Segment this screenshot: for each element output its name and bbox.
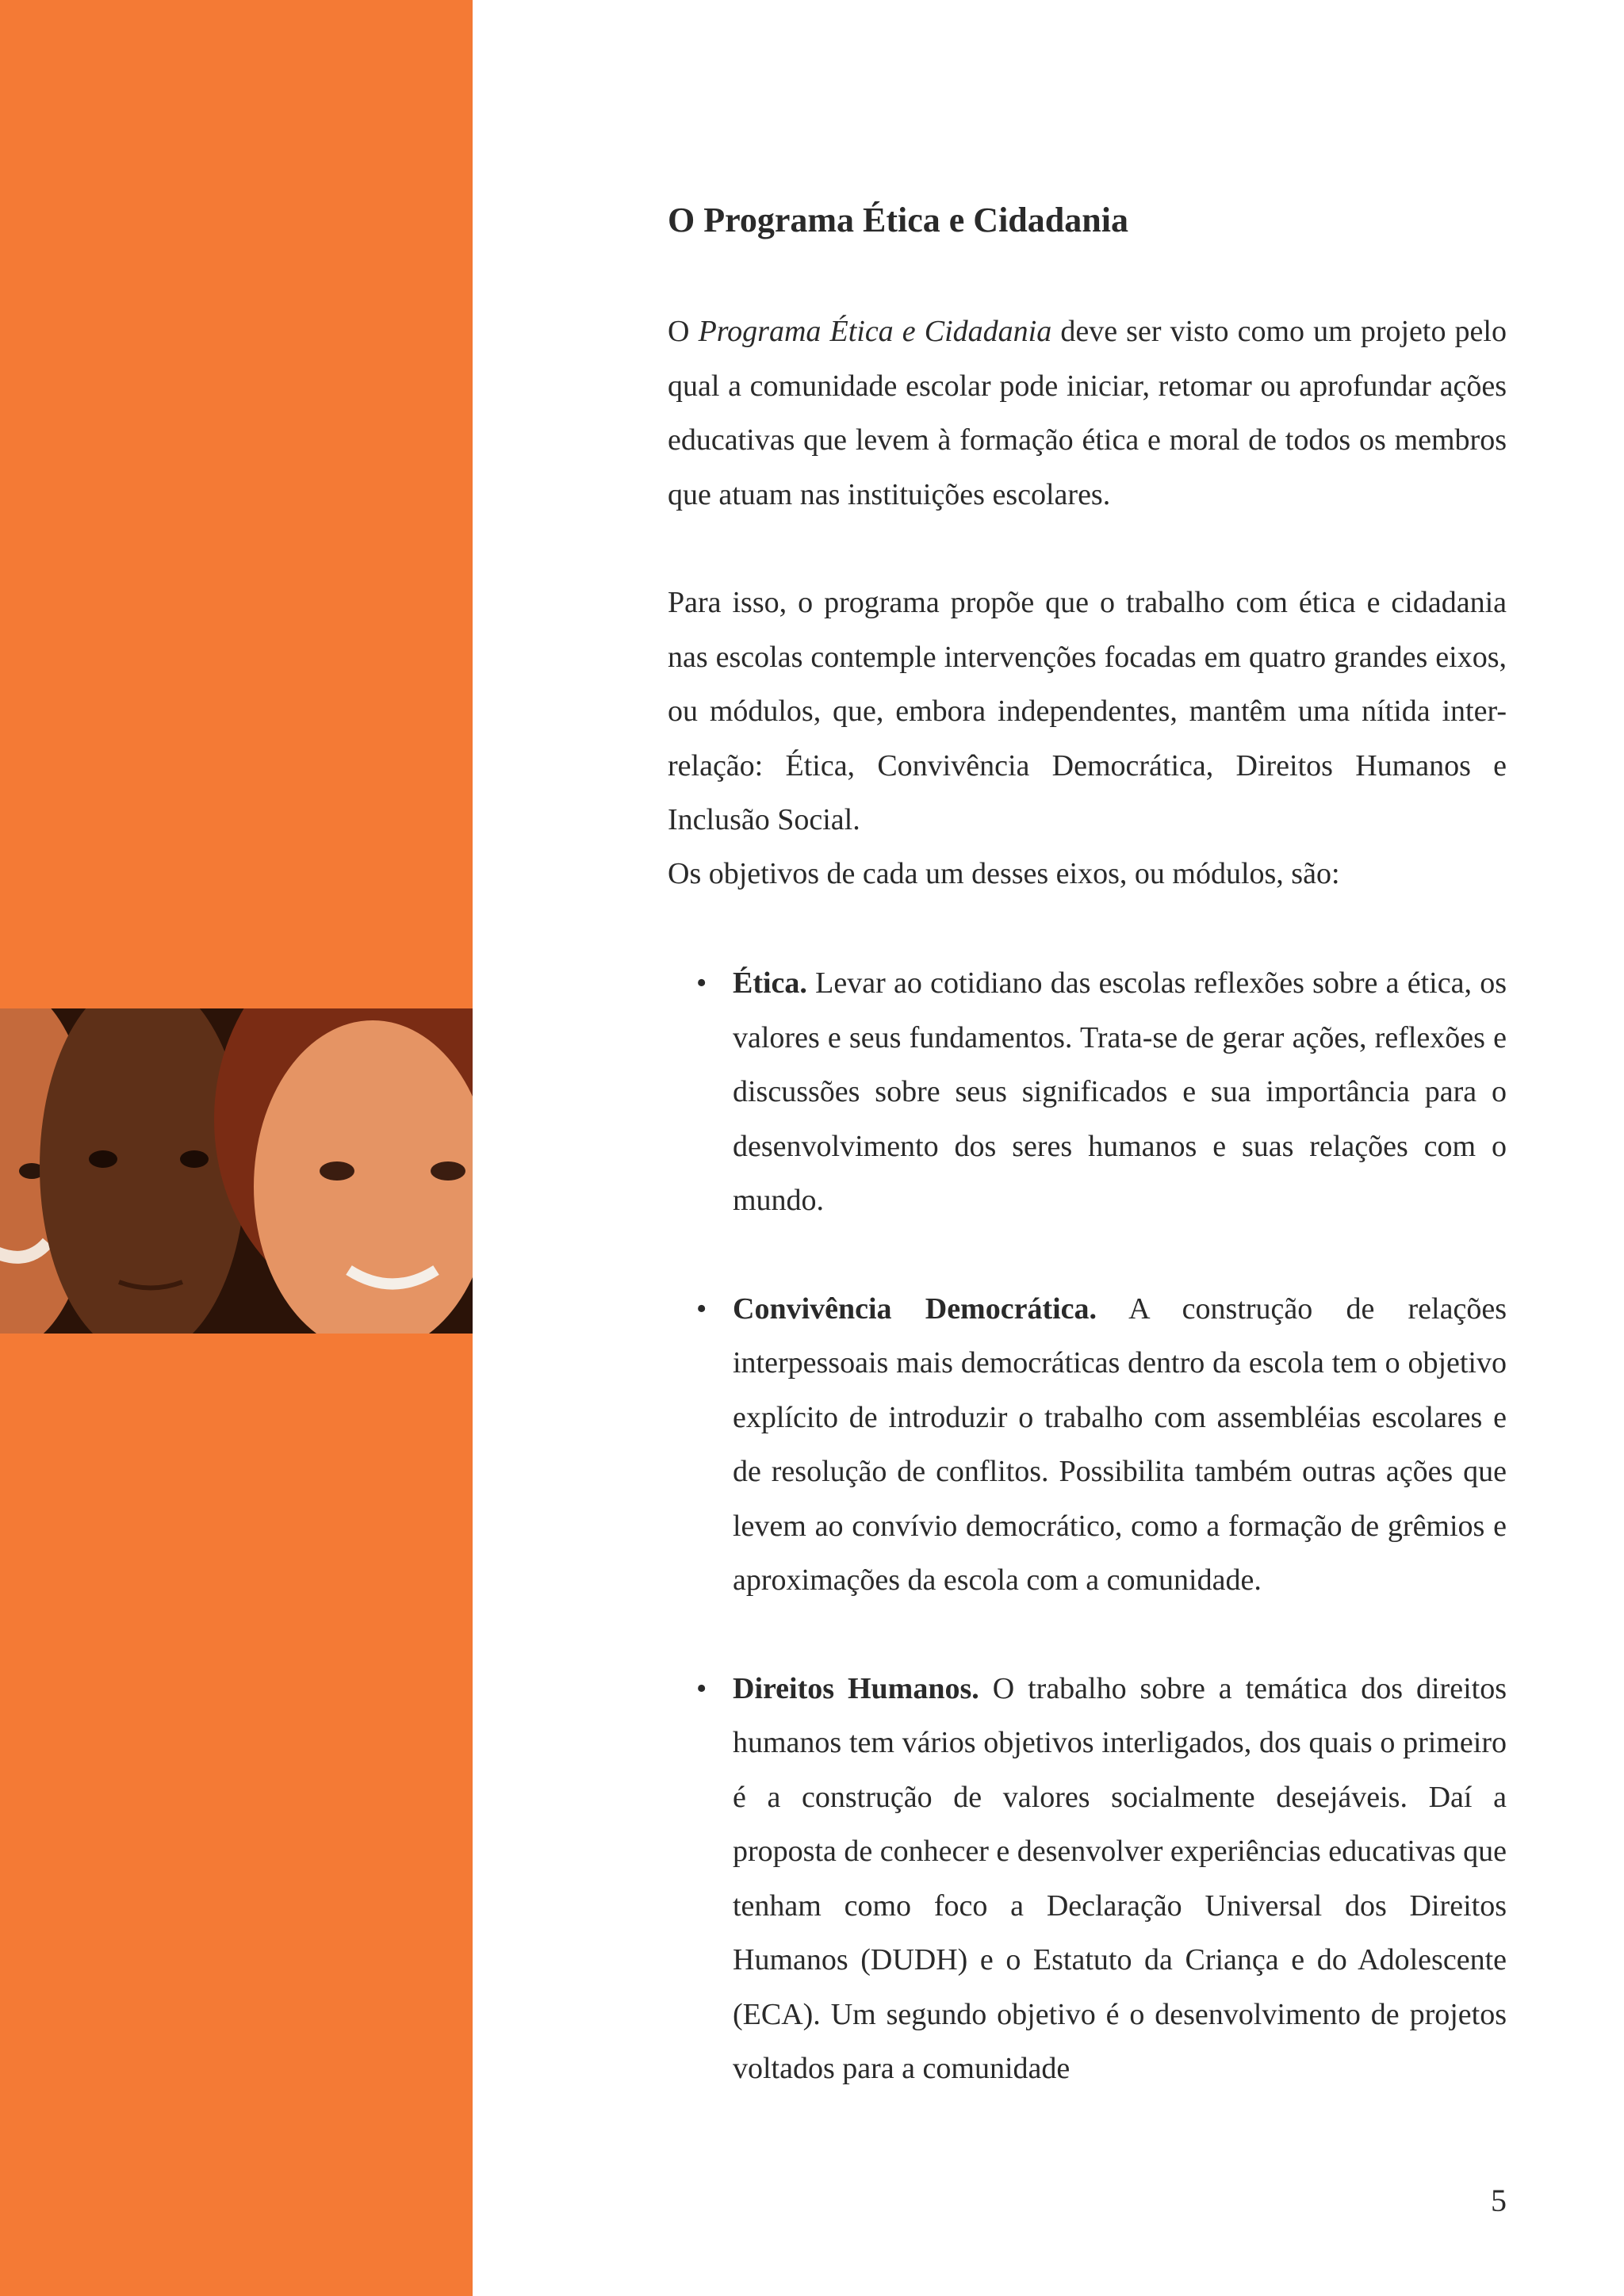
page-number: 5 (1491, 2183, 1507, 2218)
list-item-convivencia (668, 1282, 1507, 1608)
objectives-intro: Os objetivos de cada um desses eixos, ou módulos, são: (668, 857, 1340, 890)
bullet-text: Levar ao cotidiano das escolas reflexões sobre a ética, os valores e seus fundamentos. Trata-se de gerar ações, reflexões e discussões sobre seus significados e sua importância para o desenvolvimento dos seres humanos e suas relações com o mundo. (733, 966, 1507, 1217)
bullet-icon: • (696, 1292, 707, 1326)
axes-paragraph: Para isso, o programa propõe que o trabalho com ética e cidadania nas escolas contemple intervenções focadas em quatro grandes eixos, ou módulos, que, embora independentes, mantêm uma nítida inter-relação: Ética, Convivência Democrática, Direitos Humanos e Inclusão Social. (668, 586, 1507, 836)
page-title: O Programa Ética e Cidadania (668, 201, 1128, 239)
bullet-icon: • (696, 966, 707, 1000)
list-item-etica (668, 956, 1507, 1228)
intro-paragraph (668, 304, 1507, 522)
children-faces-illustration (0, 1008, 473, 1334)
list-item-direitos-humanos (668, 1662, 1507, 2096)
bullet-icon: • (696, 1671, 707, 1705)
bullet-text: O trabalho sobre a temática dos direitos humanos tem vários objetivos interligados, dos quais o primeiro é a construção de valores socialmente desejáveis. Daí a proposta de conhecer e desenvolver experiências educativas que tenham como foco a Declaração Universal dos Direitos Humanos (DUDH) e o Estatuto da Criança e do Adolescente (ECA). Um segundo objetivo é o desenvolvimento de projetos voltados para a comunidade (733, 1671, 1507, 2085)
intro-lead: O (668, 315, 699, 348)
bullet-term: Convivência Democrática. (733, 1292, 1097, 1326)
program-name-italic: Programa Ética e Cidadania (698, 315, 1052, 348)
bullet-term: Direitos Humanos. (733, 1671, 979, 1705)
intro-rest: deve ser visto como um projeto pelo qual a comunidade escolar pode iniciar, retomar ou aprofundar ações educativas que levem à formação ética e moral de todos os membros que atuam nas instituições escolares. (668, 315, 1507, 511)
bullet-text: A construção de relações interpessoais mais democráticas dentro da escola tem o objetivo explícito de introduzir o trabalho com assembléias escolares e de resolução de conflitos. Possibilita também outras ações que levem ao convívio democrático, como a formação de grêmios e aproximações da escola com a comunidade. (733, 1292, 1507, 1597)
bullet-term: Ética. (733, 966, 807, 1000)
objectives-list (668, 956, 1507, 2096)
face-middle (40, 1008, 246, 1334)
children-faces-photo (0, 1008, 473, 1334)
